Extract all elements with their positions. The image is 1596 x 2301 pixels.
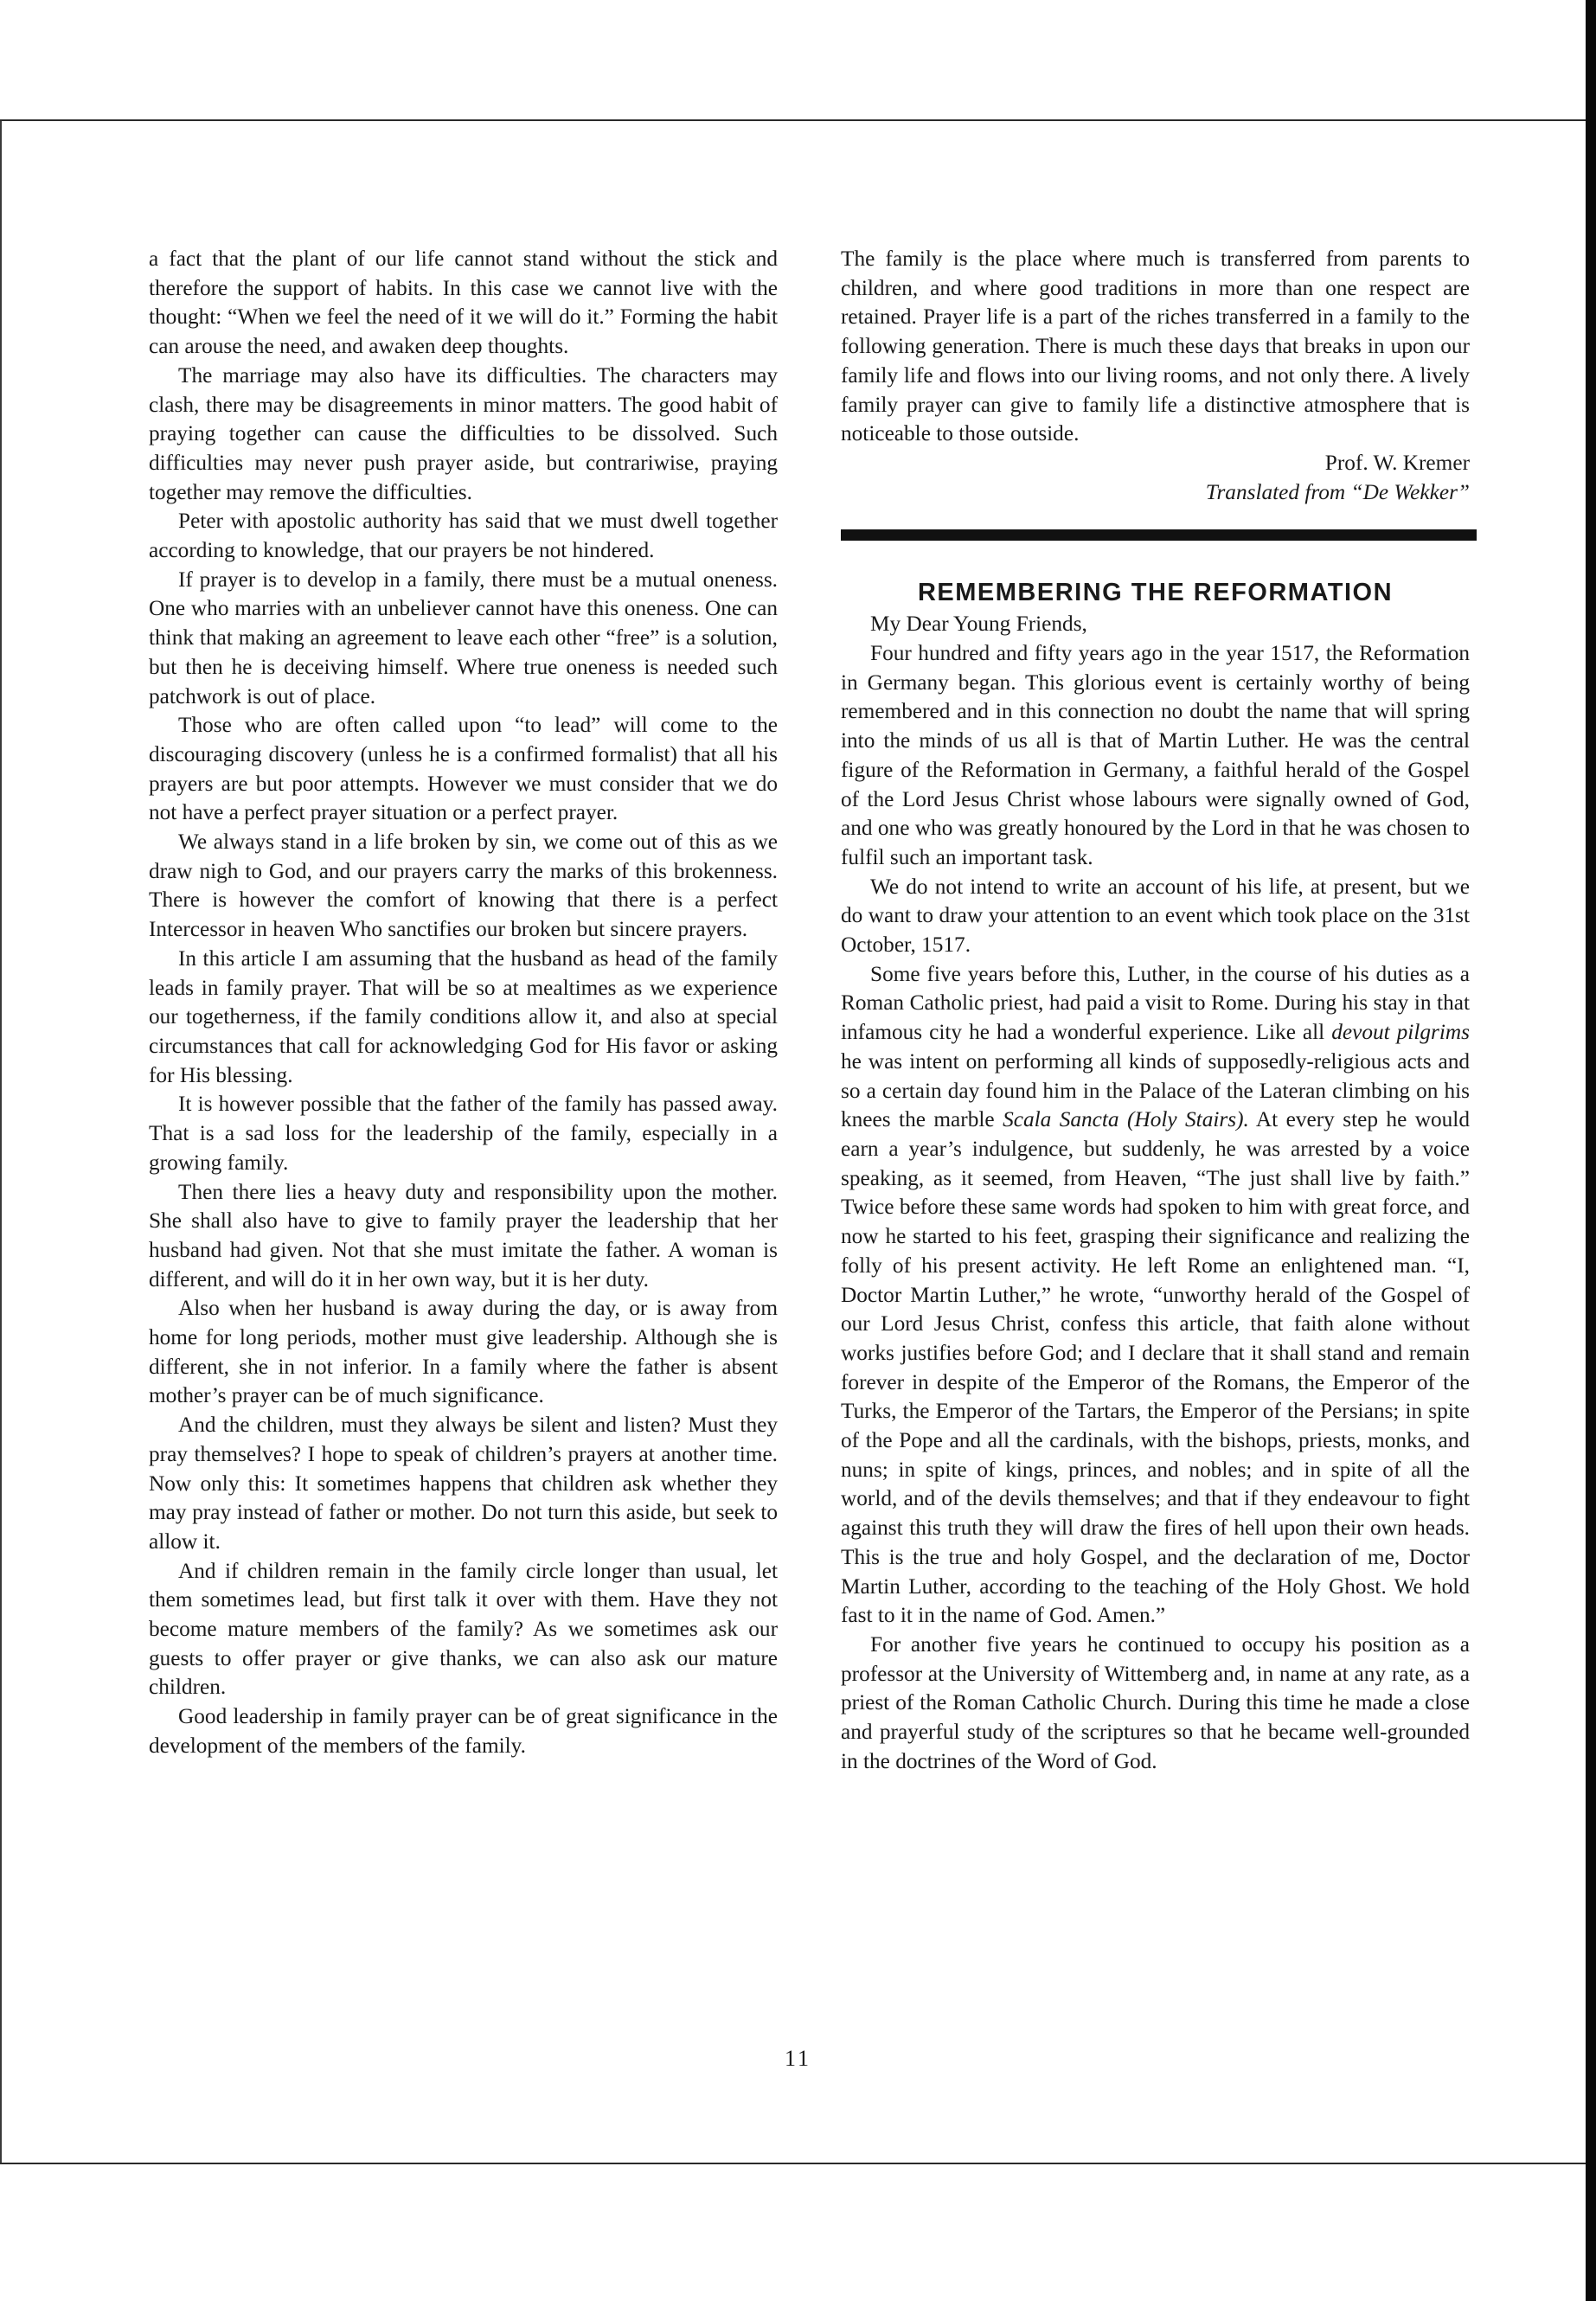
section-heading: REMEMBERING THE REFORMATION (917, 579, 1394, 607)
paragraph: It is however possible that the father of the family has passed away. That is a sad loss for the leadership of the family, especially in a growing family. (149, 1092, 778, 1175)
right-column (841, 245, 1470, 1776)
text-run: Some five years before this, Luther, in the course of his duties as a Roman Catholic priest, had paid a visit to Rome. During his stay in that infamous city he had a wonderful experience. Like all (841, 961, 1470, 1045)
paragraph: Good leadership in family prayer can be of great significance in the development of the members of the family. (149, 1704, 778, 1758)
paragraph: For another five years he continued to occupy his position as a professor at the University of Wittemberg and, in name at any rate, as a priest of the Roman Catholic Church. During this time he made a close and prayerful study of the scriptures so that he became well-grounded in the doctrines of the Word of God. (841, 1631, 1470, 1773)
paragraph: And the children, must they always be silent and listen? Must they pray themselves? I hope to speak of children’s prayers at another time. Now only this: It sometimes happens that children ask whether they may pray instead of father or mother. Do not turn this aside, but seek to allow it. (149, 1413, 778, 1554)
text-run: he was intent on performing all kinds of supposedly-religious acts and so a certain day found him in the Palace of the Lateran climbing on his knees the marble (841, 1048, 1470, 1132)
italic-phrase: devout pilgrims (1331, 1020, 1470, 1045)
left-column (149, 245, 778, 1761)
paragraph (841, 960, 1470, 1631)
page-number: 11 (784, 2046, 812, 2071)
paragraph: a fact that the plant of our life cannot stand without the stick and therefore the support of habits. In this case we cannot live with the thought: “When we feel the need of it we will do it.” Forming the habit can arouse the need, and awaken deep thoughts. (149, 247, 778, 359)
paragraph: Peter with apostolic authority has said that we must dwell together according to knowledge, that our prayers be not hindered. (149, 509, 778, 563)
paragraph: Those who are often called upon “to lead” will come to the discouraging discovery (unless he is a confirmed formalist) that all his prayers are but poor attempts. However we must consider that we do not have a perfect prayer situation or a perfect prayer. (149, 713, 778, 825)
scan-edge-left (0, 121, 2, 2163)
paragraph: We always stand in a life broken by sin, we come out of this as we draw nigh to God, and our prayers carry the marks of this brokenness. There is however the comfort of knowing that there is a perfect Intercessor in heaven Who sanctifies our broken but sincere prayers. (149, 830, 778, 942)
paragraph: Also when her husband is away during the day, or is away from home for long periods, mother must give leadership. Although she is different, she in not inferior. In a family where the father is absent mother’s prayer can be of much significance. (149, 1296, 778, 1408)
paragraph: In this article I am assuming that the husband as head of the family leads in family prayer. That will be so at mealtimes as we experience our togetherness, if the family conditions allow it, and also at special circumstances that call for acknowledging God for His favor or asking for His blessing. (149, 945, 778, 1087)
scan-edge-right (1586, 0, 1596, 2301)
text-run: At every step he would earn a year’s indulgence, but suddenly, he was arrested by a voice speaking, as it seemed, from Heaven, “The just shall live by faith.” Twice before these same words had spoken to him with great force, and now he started to his feet, grasping their significance and realizing the folly of his present activity. He left Rome an enlightened man. “I, Doctor Martin Luther,” he wrote, “unworthy herald of the Gospel of our Lord Jesus Christ, confess this article, that faith alone without works justifies before God; and I declare that it shall stand and remain forever in despite of the Emperor of the Romans, the Emperor of the Turks, the Emperor of the Tartars, the Emperor of the Persians; in spite of the Pope and all the cardinals, with the bishops, priests, monks, and nuns; in spite of kings, princes, and nobles; and in spite of all the world, and of the devils themselves; and that if they endeavour to fight against this truth they will draw the fires of hell upon their own heads. This is the true and holy Gospel, and the declaration of me, Doctor Martin Luther, according to the teaching of the Holy Ghost. We hold fast to it in the name of God. Amen.” (841, 1107, 1470, 1628)
paragraph: We do not intend to write an account of his life, at present, but we do want to draw your attention to an event which took place on the 31st October, 1517. (841, 874, 1470, 958)
paragraph: The marriage may also have its difficulties. The characters may clash, there may be disagreements in minor matters. The good habit of praying together can cause the difficulties to be dissolved. Such difficulties may never push prayer aside, but contrariwise, praying together may remove the difficulties. (149, 362, 778, 504)
paragraph: And if children remain in the family circle longer than usual, let them sometimes lead, but first talk it over with them. Have they not become mature members of the family? As we sometimes ask our guests to offer prayer or give thanks, we can also ask our mature children. (149, 1558, 778, 1700)
greeting: My Dear Young Friends, (870, 612, 1087, 637)
paragraph: If prayer is to develop in a family, there must be a mutual oneness. One who marries with an unbeliever cannot have this oneness. One can think that making an agreement to leave each other “free” is a solution, but then he is deceiving himself. Where true oneness is needed such patchwork is out of place. (149, 567, 778, 708)
author-signature: Prof. W. Kremer (1324, 450, 1470, 475)
translation-source: Translated from “De Wekker” (1205, 479, 1470, 504)
scan-edge-top (0, 119, 1596, 121)
italic-phrase: Scala Sancta (Holy Stairs). (1003, 1107, 1249, 1132)
paragraph: Then there lies a heavy duty and responsibility upon the mother. She shall also have to give to family prayer the leadership that her husband had given. Not that she must imitate the father. A woman is different, and will do it in her own way, but it is her duty. (149, 1179, 778, 1292)
section-divider (841, 529, 1477, 541)
scan-edge-bottom (0, 2163, 1596, 2164)
intro-paragraph: The family is the place where much is transferred from parents to children, and where good traditions in more than one respect are retained. Prayer life is a part of the riches transferred in a family to the following generation. There is much these days that breaks in upon our family life and flows into our living rooms, and not only there. A lively family prayer can give to family life a distinctive atmosphere that is noticeable to those outside. (841, 247, 1470, 446)
paragraph: Four hundred and fifty years ago in the year 1517, the Reformation in Germany began. This glorious event is certainly worthy of being remembered and in this connection no doubt the name that will spring into the minds of us all is that of Martin Luther. He was the central figure of the Reformation in Germany, a faithful herald of the Gospel of the Lord Jesus Christ whose labours were signally owned of God, and one who was greatly honoured by the Lord in that he was chosen to fulfil such an important task. (841, 641, 1470, 869)
